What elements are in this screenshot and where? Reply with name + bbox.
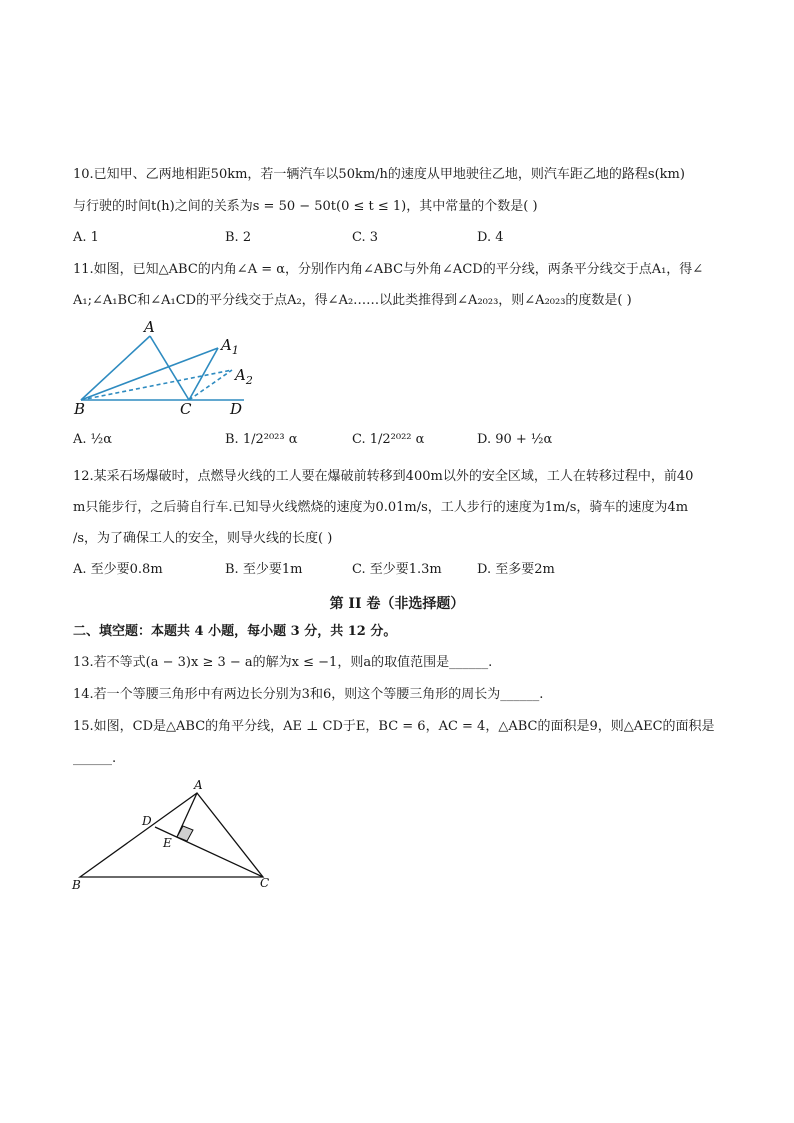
label-a2: $A_2$ [235, 366, 253, 387]
line-ac [150, 336, 189, 400]
q11-option-a[interactable]: A. ½α [73, 432, 113, 447]
line-ba2 [81, 370, 232, 400]
line-ca2 [189, 370, 232, 400]
line-ba1 [81, 348, 218, 400]
q12-line2: m只能步行，之后骑自行车.已知导火线燃烧的速度为0.01m/s，工人步行的速度为1m/s，骑车的速度为4m [73, 500, 689, 515]
q11-option-b[interactable]: B. 1/2²⁰²³ α [225, 432, 298, 447]
q10-option-c[interactable]: C. 3 [352, 230, 379, 245]
line-cd [155, 827, 263, 877]
q11-line1: 11.如图，已知△ABC的内角∠A = α，分别作内角∠ABC与外角∠ACD的平分线，两条平分线交于点A₁，得∠ [73, 262, 704, 277]
q11-option-d[interactable]: D. 90 + ½α [477, 432, 553, 447]
label-b: B [72, 878, 81, 892]
q12-line3: /s，为了确保工人的安全，则导火线的长度( ) [73, 531, 333, 546]
q12-option-d[interactable]: D. 至多要2m [477, 562, 555, 577]
q14-text: 14.若一个等腰三角形中有两边长分别为3和6，则这个等腰三角形的周长为______. [73, 687, 544, 702]
label-d: D [230, 400, 243, 418]
q11-line2: A₁;∠A₁BC和∠A₁CD的平分线交于点A₂，得∠A₂……以此类推得到∠A₂₀₂₃，则∠A₂₀₂₃的度数是( ) [73, 293, 632, 308]
q11-figure [72, 318, 252, 418]
q11-option-c[interactable]: C. 1/2²⁰²² α [352, 432, 425, 447]
q15-figure [70, 775, 280, 895]
line-ba [81, 336, 150, 400]
label-a: A [144, 318, 155, 336]
q12-option-a[interactable]: A. 至少要0.8m [73, 562, 163, 577]
section-heading: 二、填空题：本题共 4 小题，每小题 3 分，共 12 分。 [73, 624, 397, 639]
q13-text: 13.若不等式(a − 3)x ≥ 3 − a的解为x ≤ −1，则a的取值范围是______. [73, 655, 493, 670]
q10-option-a[interactable]: A. 1 [73, 230, 99, 245]
label-c: C [180, 400, 192, 418]
label-b: B [74, 400, 86, 418]
section-title: 第 II 卷（非选择题） [329, 596, 465, 612]
label-a: A [194, 778, 203, 792]
label-a1: $A_1$ [221, 336, 239, 357]
q10-line1: 10.已知甲、乙两地相距50km，若一辆汽车以50km/h的速度从甲地驶往乙地，则汽车距乙地的路程s(km) [73, 167, 685, 182]
q10-option-d[interactable]: D. 4 [477, 230, 504, 245]
q10-line2: 与行驶的时间t(h)之间的关系为s = 50 − 50t(0 ≤ t ≤ 1)，其中常量的个数是( ) [73, 199, 538, 214]
q15-line1: 15.如图，CD是△ABC的角平分线，AE ⊥ CD于E，BC = 6，AC = 4，△ABC的面积是9，则△AEC的面积是 [73, 719, 715, 734]
q10-option-b[interactable]: B. 2 [225, 230, 252, 245]
label-e: E [163, 836, 172, 850]
label-c: C [260, 876, 270, 890]
q15-line2: ______. [73, 751, 117, 766]
q12-option-c[interactable]: C. 至少要1.3m [352, 562, 442, 577]
q12-line1: 12.某采石场爆破时，点燃导火线的工人要在爆破前转移到400m以外的安全区域，工人在转移过程中，前40 [73, 469, 694, 484]
label-d: D [142, 814, 152, 828]
q12-option-b[interactable]: B. 至少要1m [225, 562, 303, 577]
